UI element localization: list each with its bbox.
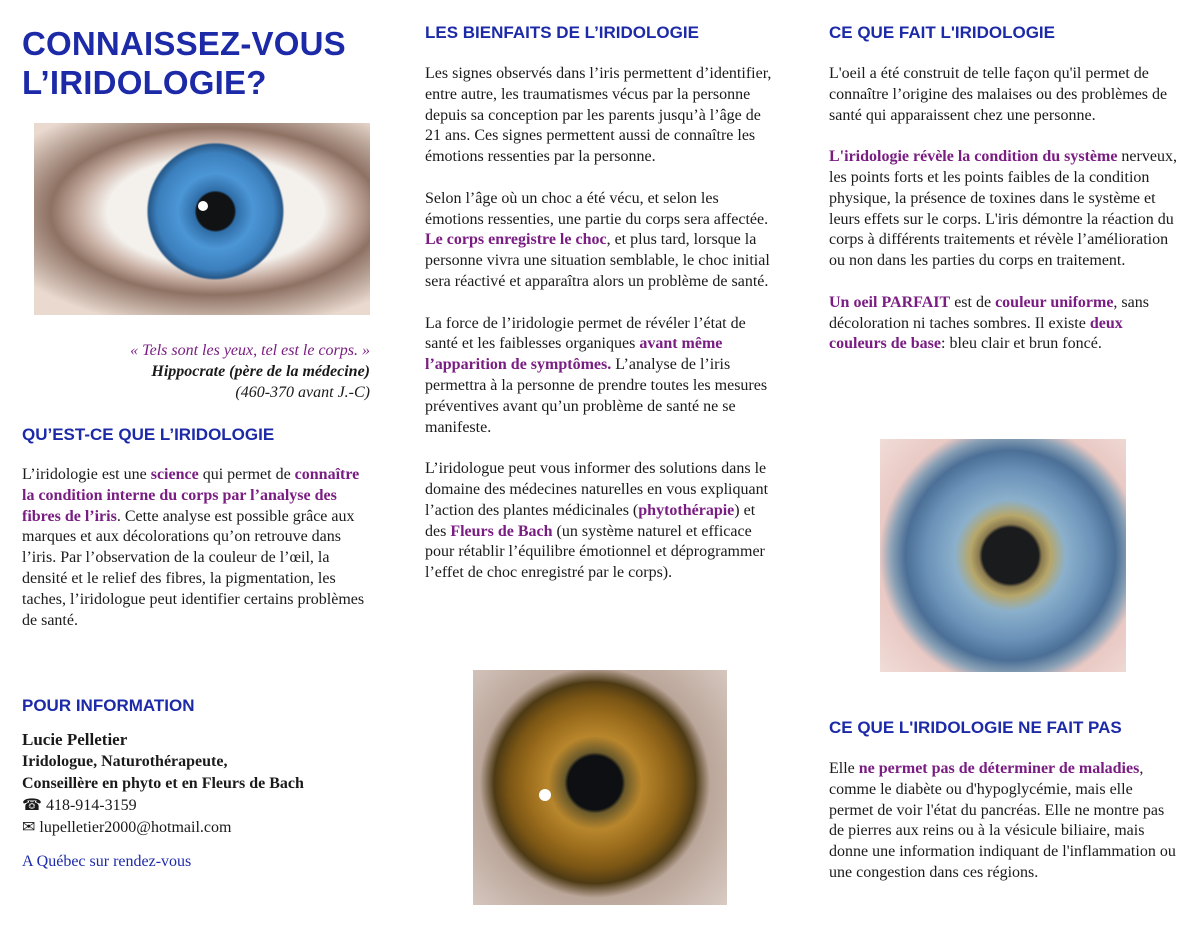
- email-address[interactable]: lupelletier2000@hotmail.com: [39, 819, 232, 836]
- contact-role-2: Conseillère en phyto et en Fleurs de Bach: [22, 775, 304, 792]
- page-title-line2: L’IRIDOLOGIE?: [22, 64, 267, 101]
- paragraph-what: L’iridologie est une science qui permet de connaître la condition interne du corps par l’analyse des fibres de l’iris. Cette analyse est possible grâce aux marques et aux décolorations qu’on retrouve dans l’iris. Par l’observation de la couleur de l’œil, la densité et le relief des fibres, la pigmentation, les taches, l’iridologue peut identifier certains problèmes de santé.: [22, 466, 365, 629]
- email-icon: ✉: [22, 819, 36, 836]
- email-row: [22, 817, 382, 839]
- does-paragraph-2: L'iridologie révèle la condition du système nerveux, les points forts et les points faibles de la condition physique, la présence de toxines dans le système et leurs effets sur le corps. L'iris démontre la réaction du corps à différents traitements et révèle l’amélioration ou non dans les parties du corps en traitement.: [829, 148, 1177, 270]
- quote-author: Hippocrate (père de la médecine): [151, 363, 370, 380]
- page-title-line1: CONNAISSEZ-VOUS: [22, 25, 346, 62]
- section-title-does-not: CE QUE L'IRIDOLOGIE NE FAIT PAS: [829, 718, 1122, 737]
- quote-block: [22, 340, 370, 403]
- appointment-note: A Québec sur rendez-vous: [22, 853, 192, 870]
- does-not-paragraph: Elle ne permet pas de déterminer de maladies, comme le diabète ou d'hypoglycémie, mais elle permet de voir l'état du pancréas. Elle ne montre pas de pierres aux reins ou à la vésicule biliaire, mais donne une information indiquant de l'inflammation ou une congestion dans ces régions.: [829, 760, 1176, 881]
- blue-iris-photo: [880, 439, 1126, 672]
- benefits-paragraph-1: Les signes observés dans l’iris permettent d’identifier, entre autre, les traumatismes vécus par la personne depuis sa conception par les parents jusqu’à l’âge de 21 ans. Ces signes permettent aussi de connaître les émotions ressenties par la personne.: [425, 65, 772, 166]
- does-text: [829, 64, 1181, 355]
- does-paragraph-3: Un oeil PARFAIT est de couleur uniforme, sans décoloration ni taches sombres. Il existe deux couleurs de base: bleu clair et brun foncé.: [829, 293, 1149, 353]
- contact-block: [22, 729, 382, 873]
- phone-icon: ☎: [22, 797, 42, 814]
- benefits-text: [425, 64, 777, 584]
- quote-text: « Tels sont les yeux, tel est le corps. »: [130, 342, 370, 359]
- section-title-info: POUR INFORMATION: [22, 696, 195, 715]
- phone-number[interactable]: 418-914-3159: [45, 797, 137, 814]
- does-paragraph-1: L'oeil a été construit de telle façon qu'il permet de connaître l’origine des malaises ou des problèmes de santé qui apparaissent chez une personne.: [829, 65, 1168, 124]
- quote-dates: (460-370 avant J.-C): [235, 384, 370, 401]
- contact-name: Lucie Pelletier: [22, 730, 128, 749]
- benefits-paragraph-2: Selon l’âge où un choc a été vécu, et selon les émotions ressenties, une partie du corps sera affectée. Le corps enregistre le choc, et plus tard, lorsque la personne vivra une situation semblable, le choc initial sera réactivé et apparaîtra alors un problème de santé.: [425, 189, 770, 290]
- section-title-what: QU’EST-CE QUE L’IRIDOLOGIE: [22, 425, 275, 444]
- section-title-benefits: LES BIENFAITS DE L’IRIDOLOGIE: [425, 23, 699, 42]
- benefits-paragraph-4: L’iridologue peut vous informer des solutions dans le domaine des médecines naturelles en vous expliquant l’action des plantes médicinales (phytothérapie) et des Fleurs de Bach (un système naturel et efficace pour rétablir l’équilibre émotionnel et déprogrammer l’effet de choc enregistré par le corps).: [425, 460, 769, 582]
- benefits-paragraph-3: La force de l’iridologie permet de révéler l’état de santé et les faiblesses organiques avant même l’apparition de symptômes. L’analyse de l’iris permettra à la personne de prendre toutes les mesures préventives avant qu’un problème de santé ne se manifeste.: [425, 314, 768, 436]
- blue-eye-photo: [34, 123, 370, 315]
- section-title-does: CE QUE FAIT L'IRIDOLOGIE: [829, 23, 1055, 42]
- brown-eye-photo: [473, 670, 727, 905]
- contact-role: Iridologue, Naturothérapeute,: [22, 753, 228, 770]
- phone-row: [22, 795, 382, 817]
